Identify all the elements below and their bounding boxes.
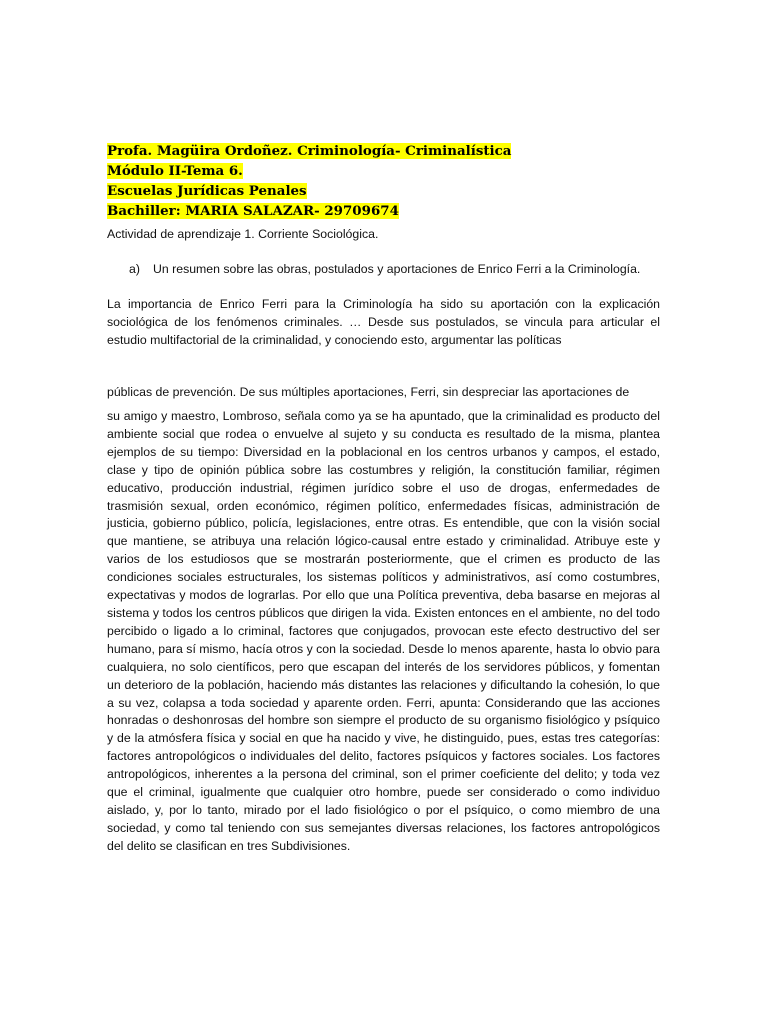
header-line-topic: Escuelas Jurídicas Penales (107, 183, 307, 199)
list-item-a (129, 262, 640, 276)
document-header (107, 141, 511, 221)
list-marker: a) (129, 262, 140, 276)
header-line-professor: Profa. Magüira Ordoñez. Criminología- Criminalística (107, 143, 512, 159)
paragraph-intro: La importancia de Enrico Ferri para la Criminología ha sido su aportación con la explicación sociológica de los fenómenos criminales. … Desde sus postulados, se vincula para articular el estudio multifactorial de la criminalidad, y conociendo esto, argumentar las políticas (107, 297, 660, 348)
activity-title: Actividad de aprendizaje 1. Corriente Sociológica. (107, 227, 379, 241)
paragraph-continuation-line: públicas de prevención. De sus múltiples aportaciones, Ferri, sin despreciar las aportaciones de (107, 385, 630, 399)
list-item-text: Un resumen sobre las obras, postulados y aportaciones de Enrico Ferri a la Criminología. (153, 262, 641, 276)
header-line-student: Bachiller: MARIA SALAZAR- 29709674 (107, 203, 399, 219)
header-line-module: Módulo II-Tema 6. (107, 163, 243, 179)
paragraph-body: su amigo y maestro, Lombroso, señala como ya se ha apuntado, que la criminalidad es producto del ambiente social que rodea o envuelve al sujeto y su conducta es resultado de la misma, plantea ejemplos de su tiempo: Diversidad en la poblacional en los centros urbanos y campos, el estado, clase y tipo de opinión pública sobre las costumbres y religión, la constitución familiar, régimen educativo, producción industrial, régimen jurídico sobre el uso de drogas, enfermedades de trasmisión sexual, orden económico, régimen político, enfermedades físicas, administración de justicia, gobierno público, policía, legislaciones, entre otras. Es entendible, que con la visión social que mantiene, se atribuya una relación lógico-causal entre estado y criminalidad. Atribuye este y varios de los estudiosos que se mostrarán posteriormente, que el crimen es producto de las condiciones sociales estructurales, los sistemas políticos y administrativos, así como costumbres, expectativas y modos de lograrlas. Por ello que una Política preventiva, deba basarse en mejoras al sistema y todos los centros públicos que dirigen la vida. Existen entonces en el ambiente, no del todo percibido o ligado a lo criminal, factores que conjugados, provocan este efecto destructivo del ser humano, para sí mismo, hacía otros y con la sociedad. Desde lo menos aparente, hasta lo obvio para cualquiera, no solo científicos, pero que escapan del interés de los servidores públicos, y fomentan un deterioro de la población, haciendo más distantes las relaciones y dificultando la cohesión, lo que a su vez, colapsa a toda sociedad y aparente orden. Ferri, apunta: Considerando que las acciones honradas o deshonrosas del hombre son siempre el producto de su organismo fisiológico y psíquico y de la atmósfera física y social en que ha nacido y vive, he distinguido, pues, estas tres categorías: factores antropológicos o individuales del delito, factores psíquicos y factores sociales. Los factores antropológicos, inherentes a la persona del criminal, son el primer coeficiente del delito; y toda vez que el criminal, igualmente que cualquier otro hombre, puede ser considerado o como individuo aislado, y, por lo tanto, mirado por el lado fisiológico o por el psíquico, o como miembro de una sociedad, y como tal teniendo con sus semejantes diversas relaciones, los factores antropológicos del delito se clasifican en tres Subdivisiones. (107, 409, 660, 853)
